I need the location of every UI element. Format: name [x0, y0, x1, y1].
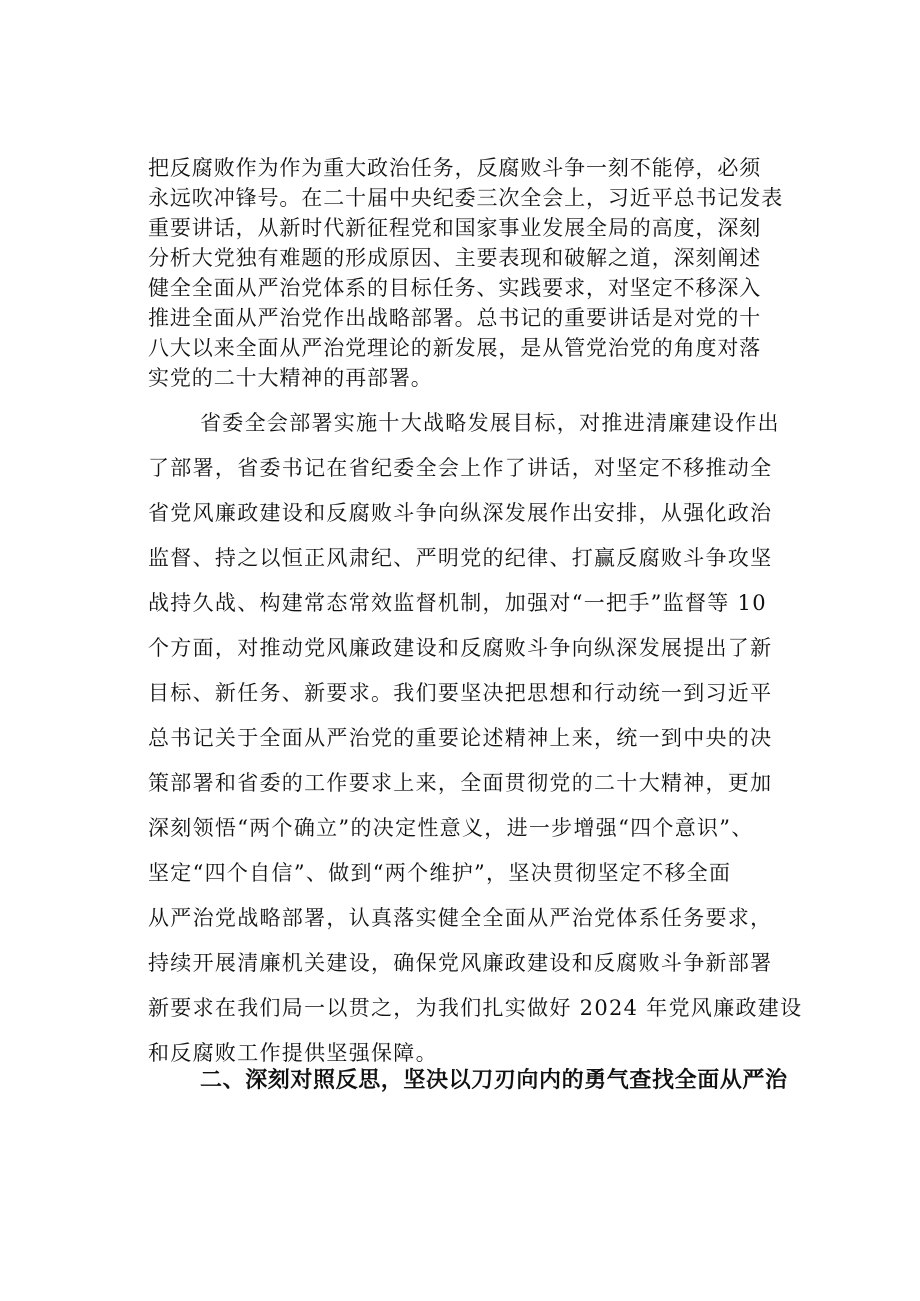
- paragraph-2-line-2: 了部署，省委书记在省纪委全会上作了讲话，对坚定不移推动全: [148, 456, 773, 480]
- paragraph-2-line-8: 总书记关于全面从严治党的重要论述精神上来，统一到中央的决: [148, 726, 773, 750]
- paragraph-1-line-4: 分析大党独有难题的形成原因、主要表现和破解之道，深刻阐述: [148, 246, 762, 270]
- paragraph-2-line-15: 和反腐败工作提供坚强保障。: [148, 1041, 438, 1065]
- paragraph-1-line-5: 健全全面从严治党体系的目标任务、实践要求，对坚定不移深入: [148, 276, 762, 300]
- paragraph-1-line-2: 永远吹冲锋号。在二十届中央纪委三次全会上，习近平总书记发表: [148, 186, 784, 210]
- paragraph-2-line-14: 新要求在我们局一以贯之，为我们扎实做好 2024 年党风廉政建设: [148, 996, 803, 1020]
- section-heading: 二、深刻对照反思，坚决以刀刃向内的勇气查找全面从严治: [200, 1068, 788, 1093]
- paragraph-2-line-10: 深刻领悟“两个确立”的决定性意义，进一步增强“四个意识”、: [148, 816, 754, 840]
- paragraph-2-line-6: 个方面，对推动党风廉政建设和反腐败斗争向纵深发展提出了新: [148, 636, 773, 660]
- paragraph-2-line-12: 从严治党战略部署，认真落实健全全面从严治党体系任务要求，: [148, 906, 773, 930]
- paragraph-2-line-13: 持续开展清廉机关建设，确保党风廉政建设和反腐败斗争新部署: [148, 951, 773, 975]
- paragraph-2-line-7: 目标、新任务、新要求。我们要坚决把思想和行动统一到习近平: [148, 681, 773, 705]
- paragraph-2-line-3: 省党风廉政建设和反腐败斗争向纵深发展作出安排，从强化政治: [148, 501, 773, 525]
- paragraph-2-line-5: 战持久战、构建常态常效监督机制，加强对“一把手”监督等 10: [148, 591, 767, 615]
- paragraph-1-line-8: 实党的二十大精神的再部署。: [148, 366, 433, 390]
- paragraph-1-line-1: 把反腐败作为作为重大政治任务，反腐败斗争一刻不能停，必须: [148, 156, 762, 180]
- paragraph-2-line-11: 坚定“四个自信”、做到“两个维护”，坚决贯彻坚定不移全面: [148, 861, 732, 885]
- paragraph-1-line-6: 推进全面从严治党作出战略部署。总书记的重要讲话是对党的十: [148, 306, 762, 330]
- paragraph-2-line-1: 省委全会部署实施十大战略发展目标，对推进清廉建设作出: [200, 411, 780, 435]
- paragraph-1-line-3: 重要讲话，从新时代新征程党和国家事业发展全局的高度，深刻: [148, 216, 762, 240]
- paragraph-2-line-4: 监督、持之以恒正风肃纪、严明党的纪律、打赢反腐败斗争攻坚: [148, 546, 773, 570]
- paragraph-2-line-9: 策部署和省委的工作要求上来，全面贯彻党的二十大精神，更加: [148, 771, 773, 795]
- paragraph-1-line-7: 八大以来全面从严治党理论的新发展，是从管党治党的角度对落: [148, 336, 762, 360]
